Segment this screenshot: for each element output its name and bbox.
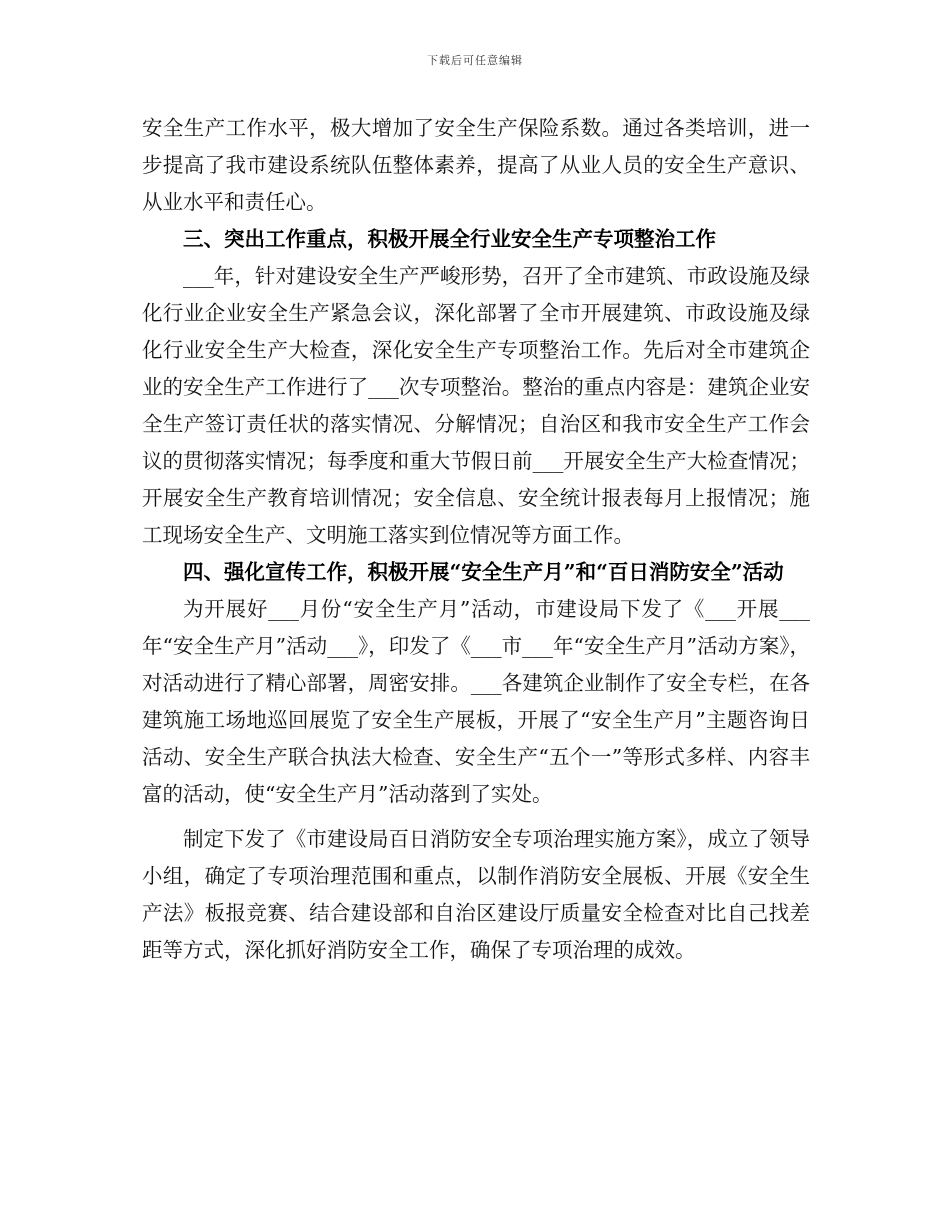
section-heading-3: 三、突出工作重点，积极开展全行业安全生产专项整治工作 [183, 227, 716, 251]
paragraph-section-3: ___年，针对建设安全生产严峻形势，召开了全市建筑、市政设施及绿化行业企业安全生产紧急会议，深化部署了全市开展建筑、市政设施及绿化行业安全生产大检查，深化安全生产专项整治工作。先后对全市建筑企业的安全生产工作进行了___次专项整治。整治的重点内容是：建筑企业安全生产签订责任状的落实情况、分解情况；自治区和我市安全生产工作会议的贯彻落实情况；每季度和重大节假日前___开展安全生产大检查情况；开展安全生产教育培训情况；安全信息、安全统计报表每月上报情况；施工现场安全生产、文明施工落实到位情况等方面工作。 [142, 264, 810, 547]
header-note: 下载后可任意编辑 [427, 54, 523, 67]
document-body [142, 110, 810, 969]
paragraph-section-4a: 为开展好___月份“安全生产月”活动，市建设局下发了《___开展___年“安全生产月”活动___》，印发了《___市___年“安全生产月”活动方案》，对活动进行了精心部署，周密安排。___各建筑企业制作了安全专栏，在各建筑施工场地巡回展览了安全生产展板，开展了“安全生产月”主题咨询日活动、安全生产联合执法大检查、安全生产“五个一”等形式多样、内容丰富的活动，使“安全生产月”活动落到了实处。 [142, 597, 810, 806]
paragraph-section-4b: 制定下发了《市建设局百日消防安全专项治理实施方案》，成立了领导小组，确定了专项治理范围和重点，以制作消防安全展板、开展《安全生产法》板报竞赛、结合建设部和自治区建设厅质量安全检查对比自己找差距等方式，深化抓好消防安全工作，确保了专项治理的成效。 [142, 827, 810, 962]
paragraph-intro: 安全生产工作水平，极大增加了安全生产保险系数。通过各类培训，进一步提高了我市建设系统队伍整体素养，提高了从业人员的安全生产意识、从业水平和责任心。 [142, 116, 810, 214]
section-heading-4: 四、强化宣传工作，积极开展“安全生产月”和“百日消防安全”活动 [183, 560, 784, 584]
